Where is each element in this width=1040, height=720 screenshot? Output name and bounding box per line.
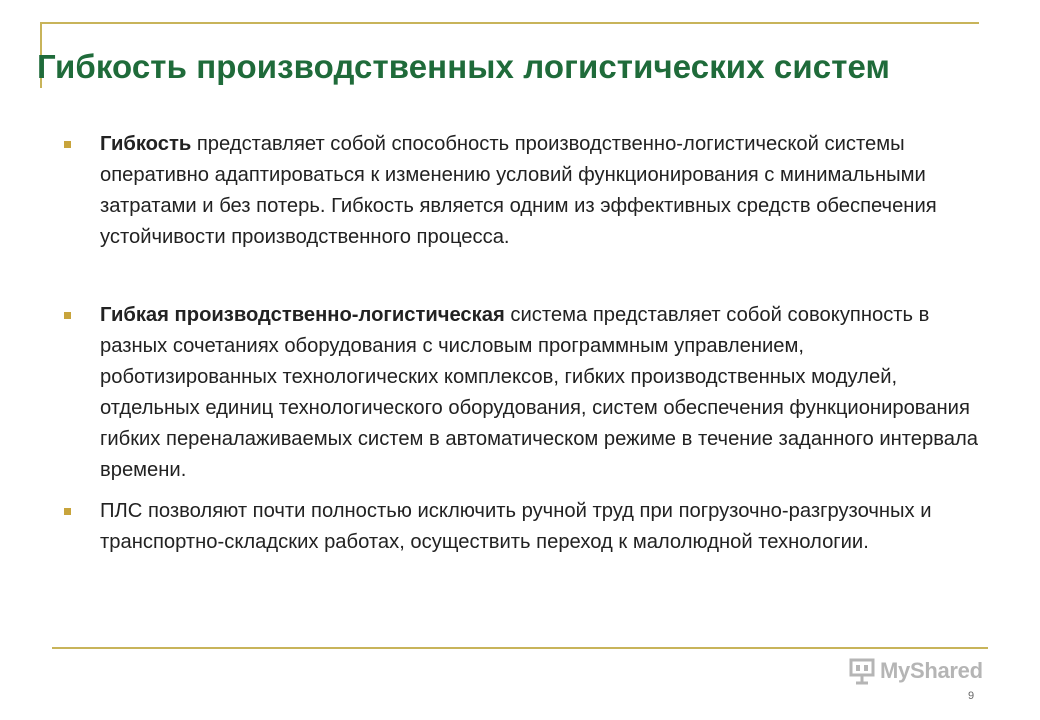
page-number: 9 [968, 690, 975, 702]
bullet-text: представляет собой способность производственно-логистической системы оперативно адаптироваться к изменению условий функционирования с минимальными затратами и без потерь. Гибкость является одним из эффективных средств обеспечения устойчивости производственного процесса. [100, 133, 937, 248]
bullet-item-flexibility [64, 129, 979, 253]
slide-title: Гибкость производственных логистических систем [37, 48, 890, 85]
slide-content [64, 129, 979, 558]
bullet-marker [64, 508, 71, 515]
bullet-marker [64, 141, 71, 148]
bullet-text: ПЛС позволяют почти полностью исключить ручной труд при погрузочно-разгрузочных и транспортно-складских работах, осуществить переход к малолюдной технологии. [100, 500, 932, 553]
watermark-logo [848, 657, 983, 685]
bullet-item-flexible-system [64, 300, 979, 486]
presentation-board-icon [848, 657, 876, 685]
bullet-marker [64, 312, 71, 319]
bullet-text: система представляет собой совокупность в разных сочетаниях оборудования с числовым программным управлением, роботизированных технологических комплексов, гибких производственных модулей, отдельных единиц технологического оборудования, систем обеспечения функционирования гибких переналаживаемых систем в автоматическом режиме в течение заданного интервала времени. [100, 304, 978, 481]
bullet-lead: Гибкость [100, 133, 192, 155]
watermark-brand: MyShared [880, 658, 983, 683]
bullet-item-pls [64, 496, 979, 558]
bullet-lead: Гибкая производственно-логистическая [100, 304, 505, 326]
top-rule [40, 22, 979, 24]
bottom-rule [52, 647, 988, 649]
